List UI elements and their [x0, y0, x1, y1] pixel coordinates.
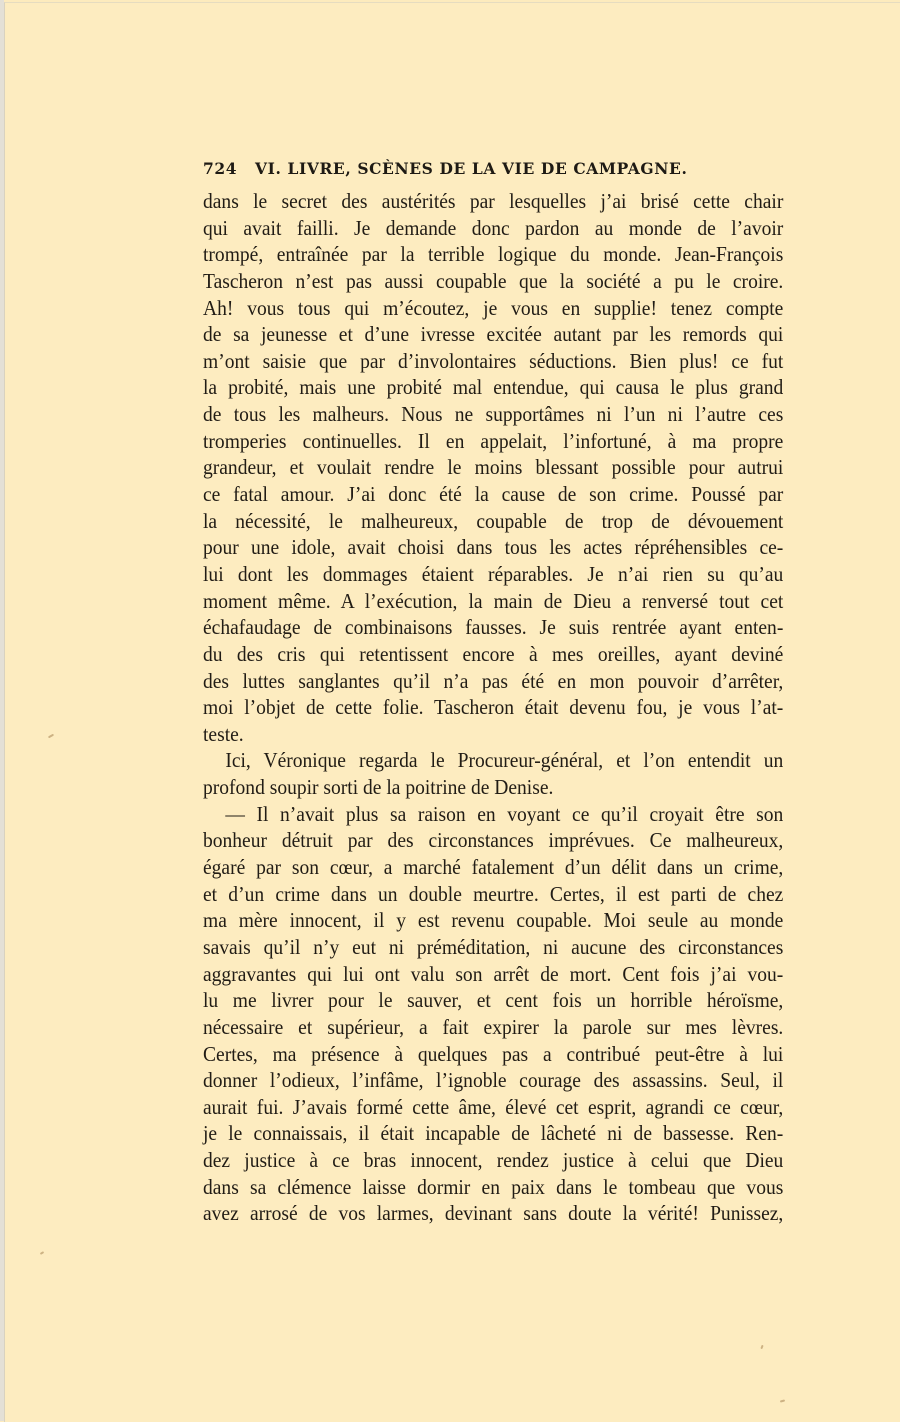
- running-head: [203, 159, 783, 183]
- text-line: donner l’odieux, l’infâme, l’ignoble courage des assassins. Seul, il: [203, 1068, 784, 1093]
- text-line: la nécessité, le malheureux, coupable de trop de dévouement: [203, 508, 784, 533]
- text-line: Ah! vous tous qui m’écoutez, je vous en supplie! tenez compte: [203, 295, 784, 320]
- running-head-title: VI. LIVRE, SCÈNES DE LA VIE DE CAMPAGNE.: [255, 159, 688, 178]
- text-line: moment même. A l’exécution, la main de Dieu a renversé tout cet: [203, 588, 784, 613]
- text-line: de sa jeunesse et d’une ivresse excitée autant par les remords qui: [203, 322, 784, 347]
- text-line: la probité, mais une probité mal entendue, qui causa le plus grand: [203, 375, 784, 400]
- paragraph-start-line: — Il n’avait plus sa raison en voyant ce qu’il croyait être son: [225, 801, 784, 826]
- text-line: lu me livrer pour le sauver, et cent fois un horrible héroïsme,: [203, 988, 784, 1013]
- text-line: Certes, ma présence à quelques pas a contribué peut-être à lui: [203, 1041, 784, 1066]
- text-line: Tascheron n’est pas aussi coupable que la société a pu le croire.: [203, 268, 784, 293]
- text-line: nécessaire et supérieur, a fait expirer la parole sur mes lèvres.: [203, 1014, 784, 1039]
- text-line: du des cris qui retentissent encore à mes oreilles, ayant deviné: [203, 641, 784, 666]
- text-line: tromperies continuelles. Il en appelait, l’infortuné, à ma propre: [203, 428, 784, 453]
- text-line: moi l’objet de cette folie. Tascheron était devenu fou, je vous l’at-: [203, 695, 784, 720]
- text-line: bonheur détruit par des circonstances imprévues. Ce malheureux,: [203, 828, 784, 853]
- text-line: dans le secret des austérités par lesquelles j’ai brisé cette chair: [203, 189, 784, 213]
- text-line: qui avait failli. Je demande donc pardon au monde de l’avoir: [203, 215, 784, 240]
- text-line: lui dont les dommages étaient réparables. Je n’ai rien su qu’au: [203, 561, 784, 586]
- text-line: savais qu’il n’y eut ni préméditation, ni aucune des circonstances: [203, 934, 784, 959]
- body-text: [203, 188, 783, 1227]
- text-line: trompé, entraînée par la terrible logique du monde. Jean-François: [203, 242, 784, 267]
- text-line: avez arrosé de vos larmes, devinant sans doute la vérité! Punissez,: [203, 1201, 784, 1226]
- text-line: et d’un crime dans un double meurtre. Certes, il est parti de chez: [203, 881, 784, 906]
- text-line: m’ont saisie que par d’involontaires séductions. Bien plus! ce fut: [203, 348, 784, 373]
- text-line: de tous les malheurs. Nous ne supportâmes ni l’un ni l’autre ces: [203, 402, 784, 427]
- text-line: profond soupir sorti de la poitrine de Denise.: [203, 775, 554, 800]
- text-line: ma mère innocent, il y est revenu coupable. Moi seule au monde: [203, 908, 784, 933]
- text-line: des luttes sanglantes qu’il n’a pas été en mon pouvoir d’arrêter,: [203, 668, 784, 693]
- text-line: aurait fui. J’avais formé cette âme, élevé cet esprit, agrandi ce cœur,: [203, 1094, 784, 1119]
- text-line: dans sa clémence laisse dormir en paix dans le tombeau que vous: [203, 1174, 784, 1199]
- page-number: 724: [203, 159, 238, 178]
- text-line: dez justice à ce bras innocent, rendez justice à celui que Dieu: [203, 1148, 784, 1173]
- text-line: égaré par son cœur, a marché fatalement d’un délit dans un crime,: [203, 855, 784, 880]
- text-line: pour une idole, avait choisi dans tous les actes répréhensibles ce-: [203, 535, 784, 560]
- text-line: échafaudage de combinaisons fausses. Je suis rentrée ayant enten-: [203, 615, 784, 640]
- text-line: je le connaissais, il était incapable de lâcheté ni de bassesse. Ren-: [203, 1121, 784, 1146]
- text-line: ce fatal amour. J’ai donc été la cause de son crime. Poussé par: [203, 482, 784, 507]
- text-line: grandeur, et voulait rendre le moins blessant possible pour autrui: [203, 455, 784, 480]
- text-line: teste.: [203, 721, 244, 746]
- paragraph-start-line: Ici, Véronique regarda le Procureur-général, et l’on entendit un: [225, 748, 784, 773]
- text-line: aggravantes qui lui ont valu son arrêt de mort. Cent fois j’ai vou-: [203, 961, 784, 986]
